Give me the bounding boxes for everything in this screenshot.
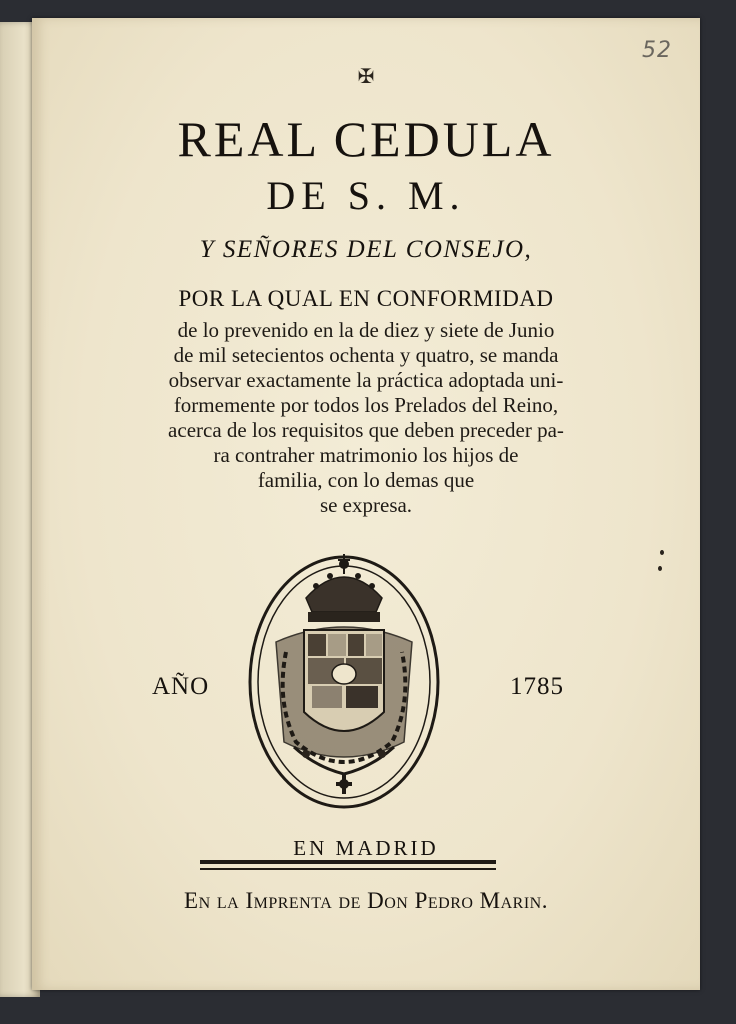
body-line: observar exactamente la práctica adoptada uni- [168, 368, 564, 392]
body-line: familia, con lo demas que [257, 468, 475, 492]
title-line-3: Y SEÑORES DEL CONSEJO, [199, 236, 533, 263]
year-value: 1785 [510, 673, 564, 700]
title-line-1: REAL CEDULA [177, 111, 555, 167]
body-line: ra contraher matrimonio los hijos de [213, 443, 519, 467]
body-line: de mil setecientos ochenta y quatro, se manda [173, 343, 559, 367]
divider-rule [200, 860, 496, 874]
body-line: de lo prevenido en la de diez y siete de Junio [177, 318, 555, 342]
ink-spot [660, 550, 664, 555]
folio-number: 52 [642, 38, 672, 63]
royal-coat-of-arms-seal-icon [246, 542, 442, 812]
ink-spot [658, 566, 662, 571]
body-text [32, 318, 700, 518]
body-line: formemente por todos los Prelados del Reino, [173, 393, 559, 417]
document-page [32, 18, 700, 990]
year-label: AÑO [152, 673, 210, 700]
body-line: acerca de los requisitos que deben preceder pa- [168, 418, 564, 442]
body-line: se expresa. [319, 493, 413, 517]
title-line-2: DE S. M. [266, 173, 466, 218]
cross-ornament-icon: ✠ [357, 66, 375, 88]
lead-line: POR LA QUAL EN CONFORMIDAD [178, 286, 554, 311]
imprint-place: EN MADRID [293, 836, 439, 860]
imprint-printer: En la Imprenta de Don Pedro Marin. [184, 888, 548, 913]
